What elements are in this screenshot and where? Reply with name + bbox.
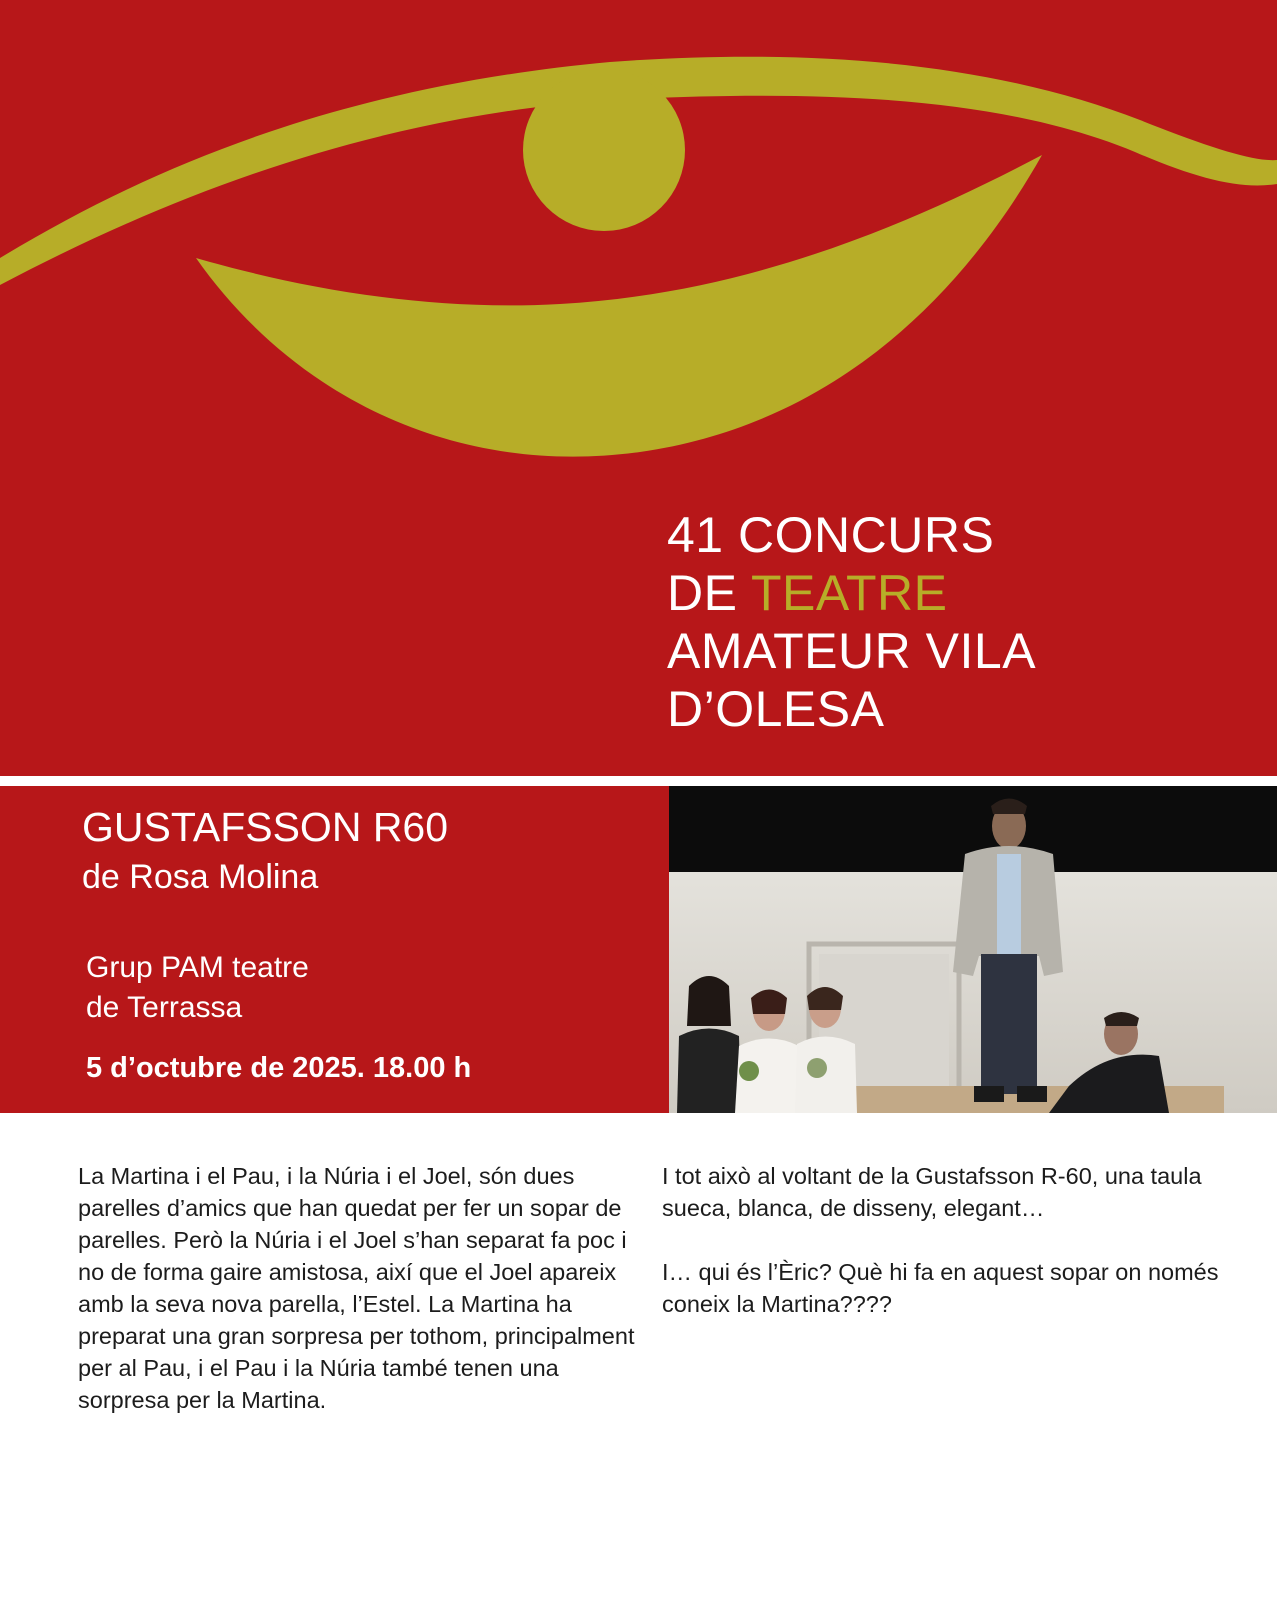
synopsis-paragraph-2: I tot això al voltant de la Gustafsson R-60, una taula sueca, blanca, de disseny, elegant… bbox=[662, 1163, 1202, 1221]
festival-title bbox=[667, 506, 1036, 738]
eye-logo bbox=[0, 0, 1277, 776]
description-right-column bbox=[662, 1160, 1222, 1320]
festival-title-prefix: DE bbox=[667, 565, 751, 621]
play-title: GUSTAFSSON R60 bbox=[82, 804, 449, 850]
synopsis-paragraph-3: I… qui és l’Èric? Què hi fa en aquest sopar on només coneix la Martina???? bbox=[662, 1259, 1219, 1317]
festival-title-line-2 bbox=[667, 564, 1036, 622]
festival-banner bbox=[0, 0, 1277, 776]
synopsis-paragraph: La Martina i el Pau, i la Núria i el Joel, són dues parelles d’amics que han quedat per fer un sopar de parelles. Però la Núria i el Joel s’han separat fa poc i no de forma gaire amistosa, així que el Joel apareix amb la seva nova parella, l’Estel. La Martina ha preparat una gran sorpresa per tothom, principalment per al Pau, i el Pau i la Núria també tenen una sorpresa per la Martina. bbox=[78, 1163, 635, 1413]
festival-title-accent: TEATRE bbox=[750, 565, 948, 621]
play-info-panel bbox=[0, 786, 669, 1113]
banner-divider bbox=[0, 776, 1277, 786]
play-author: de Rosa Molina bbox=[82, 858, 319, 896]
stage-photo bbox=[669, 786, 1277, 1113]
festival-title-line-3: AMATEUR VILA bbox=[667, 623, 1037, 679]
eye-pupil bbox=[523, 69, 685, 231]
festival-title-line-4: D’OLESA bbox=[667, 681, 885, 737]
stage-photo-illustration bbox=[669, 786, 1277, 1113]
company-line-2: de Terrassa bbox=[86, 991, 243, 1024]
performance-date: 5 d’octubre de 2025. 18.00 h bbox=[86, 1052, 472, 1084]
theatre-company bbox=[86, 948, 309, 1028]
description-left-column bbox=[78, 1160, 638, 1416]
festival-title-line-1: 41 CONCURS bbox=[667, 507, 995, 563]
company-line-1: Grup PAM teatre bbox=[86, 951, 309, 984]
seated-actresses bbox=[677, 976, 857, 1113]
